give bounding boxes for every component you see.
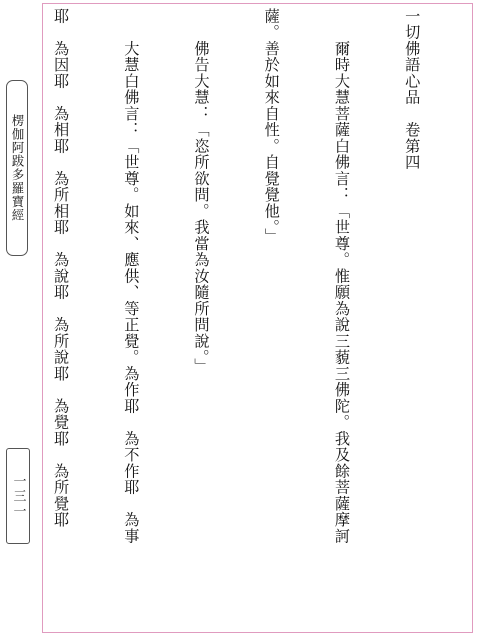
sutra-title-label: 楞伽阿跋多羅寶經 — [6, 80, 28, 256]
text-line: 佛告大慧：「恣所欲問。我當為汝隨所問說。」 — [192, 8, 211, 375]
text-line — [0, 8, 2, 630]
text-line: 薩。善於如來自性。自覺覺他。」 — [262, 8, 281, 245]
text-line: 爾時大慧菩薩白佛言：「世尊。惟願為說三藐三佛陀。我及餘菩薩摩訶 — [332, 8, 351, 545]
sutra-body-text — [48, 8, 470, 630]
chapter-heading: 一切佛語心品 卷第四 — [403, 8, 422, 171]
text-line: 耶 為因耶 為相耶 為所相耶 為說耶 為所說耶 為覺耶 為所覺耶 — [52, 8, 71, 528]
page-number: 一三一 — [6, 448, 30, 544]
text-line: 大慧白佛言：「世尊。如來、應供、等正覺。為作耶 為不作耶 為事 — [122, 8, 141, 545]
